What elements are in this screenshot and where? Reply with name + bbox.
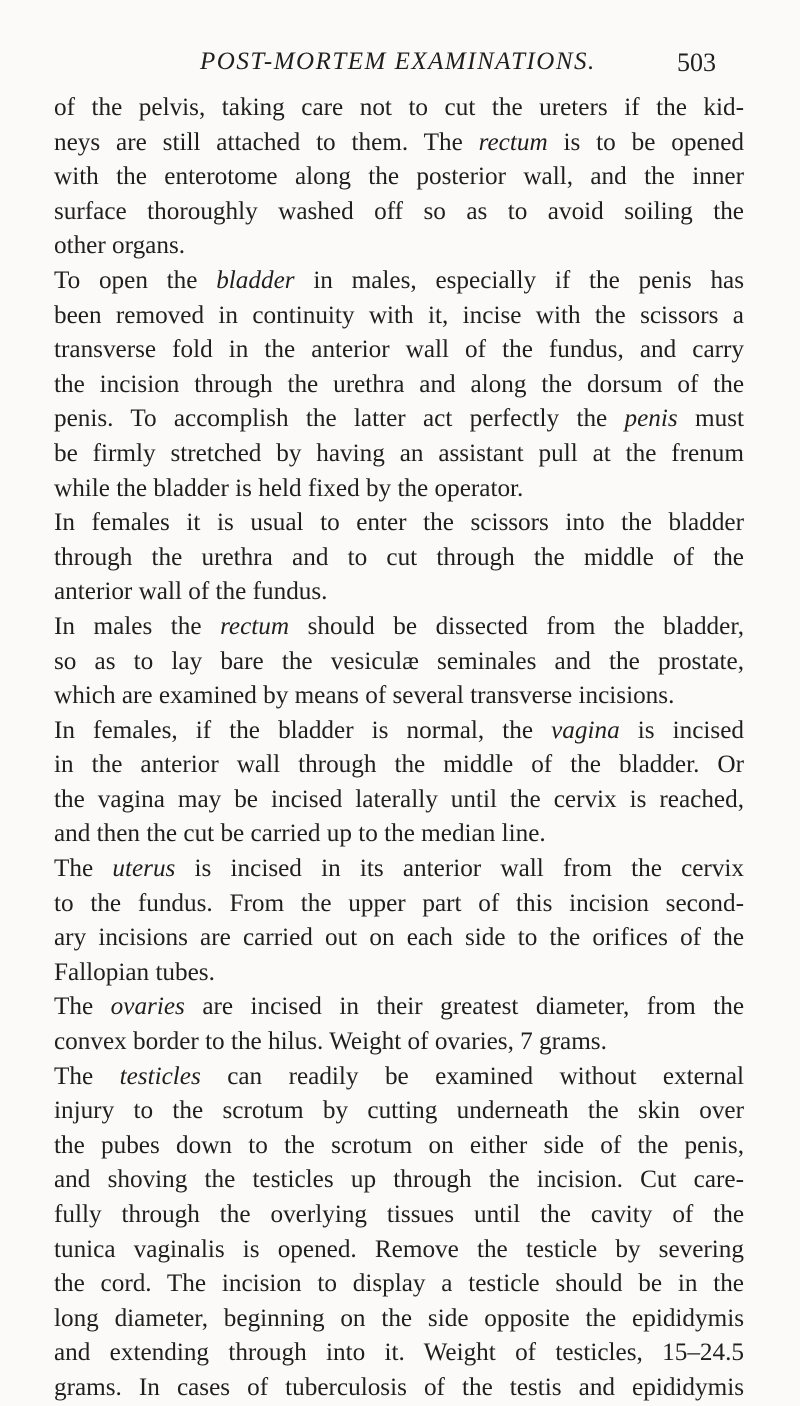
text-line: The ovaries are incised in their greatest diameter, from the — [54, 993, 744, 1021]
text-line: with the enterotome along the posterior wall, and the inner — [54, 163, 744, 191]
running-title: POST-MORTEM EXAMINATIONS. — [200, 48, 596, 75]
text-line: ary incisions are carried out on each side to the orifices of the — [54, 924, 744, 952]
text-line: convex border to the hilus. Weight of ovaries, 7 grams. — [54, 1028, 607, 1056]
text-line: which are examined by means of several transverse incisions. — [54, 682, 675, 710]
text-line: penis. To accomplish the latter act perfectly the penis must — [54, 405, 744, 433]
text-line: and extending through into it. Weight of testicles, 15–24.5 — [54, 1339, 744, 1367]
text-line: In males the rectum should be dissected from the bladder, — [54, 612, 744, 640]
text-line: and shoving the testicles up through the incision. Cut care- — [54, 1166, 744, 1194]
text-line: The uterus is incised in its anterior wall from the cervix — [54, 855, 744, 883]
text-line: injury to the scrotum by cutting underneath the skin over — [54, 1097, 744, 1125]
text-line: the cord. The incision to display a testicle should be in the — [54, 1270, 744, 1298]
text-line: while the bladder is held fixed by the operator. — [54, 474, 524, 502]
page-header — [0, 48, 800, 88]
text-line: the pubes down to the scrotum on either side of the penis, — [54, 1131, 744, 1159]
text-line: of the pelvis, taking care not to cut the ureters if the kid- — [54, 94, 744, 121]
text-line: be firmly stretched by having an assistant pull at the frenum — [54, 439, 744, 467]
emphasis-penis: penis — [624, 405, 678, 433]
text-line: grams. In cases of tuberculosis of the testis and epididymis — [54, 1373, 744, 1401]
emphasis-bladder: bladder — [216, 266, 295, 294]
text-line: other organs. — [54, 232, 186, 260]
emphasis-ovaries: ovaries — [110, 993, 185, 1021]
emphasis-vagina: vagina — [551, 716, 620, 744]
text-line: The testicles can readily be examined without external — [54, 1062, 744, 1090]
body-text — [54, 91, 744, 1406]
text-line: In females, if the bladder is normal, the vagina is incised — [54, 716, 744, 744]
text-line: fully through the overlying tissues until the cavity of the — [54, 1201, 744, 1228]
text-line: in the anterior wall through the middle of the bladder. Or — [54, 751, 744, 779]
text-line: Fallopian tubes. — [54, 958, 215, 986]
emphasis-uterus: uterus — [112, 855, 176, 883]
text-line: transverse fold in the anterior wall of the fundus, and carry — [54, 336, 744, 364]
emphasis-rectum: rectum — [478, 128, 548, 156]
text-line: To open the bladder in males, especially if the penis has — [54, 266, 744, 294]
emphasis-rectum-2: rectum — [220, 612, 290, 640]
text-line: the vagina may be incised laterally until the cervix is reached, — [54, 785, 744, 813]
text-line: been removed in continuity with it, incise with the scissors a — [54, 301, 744, 329]
text-line: anterior wall of the fundus. — [54, 578, 328, 606]
text-line: to the fundus. From the upper part of this incision second- — [54, 889, 744, 917]
page-number: 503 — [677, 48, 716, 77]
text-line: so as to lay bare the vesiculæ seminales and the prostate, — [54, 647, 744, 675]
text-line: and then the cut be carried up to the median line. — [54, 820, 546, 848]
text-line: In females it is usual to enter the scissors into the bladder — [54, 509, 744, 537]
text-line: tunica vaginalis is opened. Remove the testicle by severing — [54, 1235, 744, 1263]
text-line: surface thoroughly washed off so as to avoid soiling the — [54, 197, 744, 225]
emphasis-testicles: testicles — [119, 1062, 201, 1090]
text-line: the incision through the urethra and along the dorsum of the — [54, 370, 744, 398]
text-line: through the urethra and to cut through the middle of the — [54, 543, 744, 571]
text-line: neys are still attached to them. The rectum is to be opened — [54, 128, 744, 156]
text-line: long diameter, beginning on the side opposite the epididymis — [54, 1304, 744, 1332]
